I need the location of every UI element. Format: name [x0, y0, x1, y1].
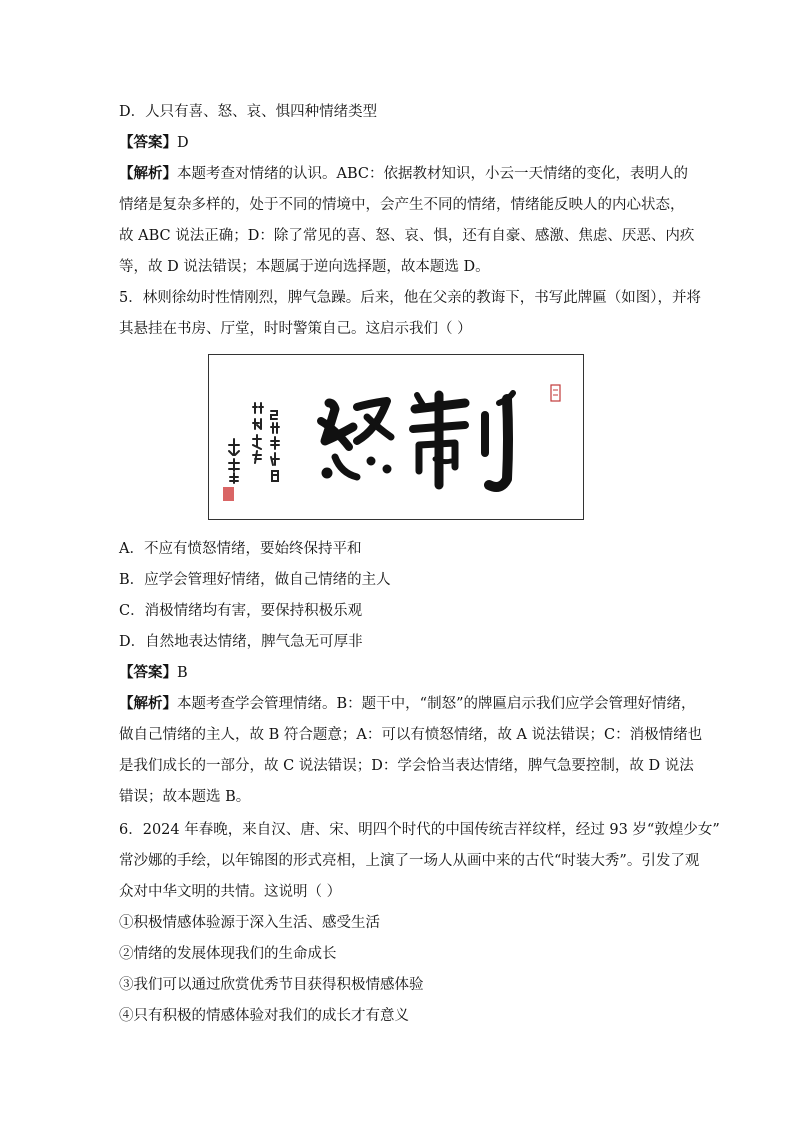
statement-3: ③我们可以通过欣赏优秀节目获得积极情感体验 — [119, 977, 424, 993]
answer-tag: 【答案】 — [119, 664, 177, 681]
explanation-5-line-4: 错误；故本题选 B。 — [119, 789, 251, 805]
option-a: A．不应有愤怒情绪，要始终保持平和 — [119, 541, 362, 557]
calligraphy-plaque-image — [208, 354, 584, 520]
answer-value: B — [177, 665, 188, 681]
question-5-line-1: 5．林则徐幼时性情刚烈，脾气急躁。后来，他在父亲的教诲下，书写此牌匾（如图），并将 — [119, 290, 701, 306]
option-d-previous: D．人只有喜、怒、哀、惧四种情绪类型 — [119, 104, 378, 120]
question-5-line-2: 其悬挂在书房、厅堂，时时警策自己。这启示我们（ ） — [119, 321, 472, 337]
option-d: D．自然地表达情绪，脾气急无可厚非 — [119, 634, 363, 650]
explanation-tag: 【解析】 — [119, 165, 177, 182]
question-6-line-3: 众对中华文明的共情。这说明（ ） — [119, 884, 342, 900]
explanation-text: 本题考查学会管理情绪。B：题干中，“制怒”的牌匾启示我们应学会管理好情绪， — [177, 696, 696, 712]
explanation-4-line-3: 故 ABC 说法正确；D：除了常见的喜、怒、哀、惧，还有自豪、感激、焦虑、厌恶、内疚 — [119, 228, 695, 244]
option-b: B．应学会管理好情绪，做自己情绪的主人 — [119, 572, 391, 588]
explanation-4-line-4: 等，故 D 说法错误；本题属于逆向选择题，故本题选 D。 — [119, 259, 490, 275]
answer-tag: 【答案】 — [119, 134, 177, 151]
question-6-line-1: 6．2024 年春晚，来自汉、唐、宋、明四个时代的中国传统吉祥纹样，经过 93 岁“敦煌少女” — [119, 822, 720, 838]
statement-1: ①积极情感体验源于深入生活、感受生活 — [119, 915, 380, 931]
answer-line-5 — [119, 663, 679, 683]
calligraphy-artwork — [209, 355, 583, 519]
explanation-5-line-1 — [119, 694, 696, 714]
explanation-4-line-1 — [119, 164, 688, 184]
explanation-text: 本题考查对情绪的认识。ABC：依据教材知识，小云一天情绪的变化，表明人的 — [177, 166, 688, 182]
statement-4: ④只有积极的情感体验对我们的成长才有意义 — [119, 1008, 409, 1024]
explanation-tag: 【解析】 — [119, 695, 177, 712]
answer-value: D — [177, 135, 189, 151]
answer-line-4 — [119, 133, 679, 153]
explanation-4-line-2: 情绪是复杂多样的，处于不同的情境中，会产生不同的情绪，情绪能反映人的内心状态， — [119, 197, 685, 213]
question-6-line-2: 常沙娜的手绘，以年锦图的形式亮相，上演了一场人从画中来的古代“时装大秀”。引发了观 — [119, 853, 700, 869]
option-c: C．消极情绪均有害，要保持积极乐观 — [119, 603, 363, 619]
explanation-5-line-3: 是我们成长的一部分，故 C 说法错误；D：学会恰当表达情绪，脾气急要控制，故 D 说法 — [119, 758, 694, 774]
statement-2: ②情绪的发展体现我们的生命成长 — [119, 946, 337, 962]
explanation-5-line-2: 做自己情绪的主人，故 B 符合题意；A：可以有愤怒情绪，故 A 说法错误；C：消极情绪也 — [119, 727, 703, 743]
